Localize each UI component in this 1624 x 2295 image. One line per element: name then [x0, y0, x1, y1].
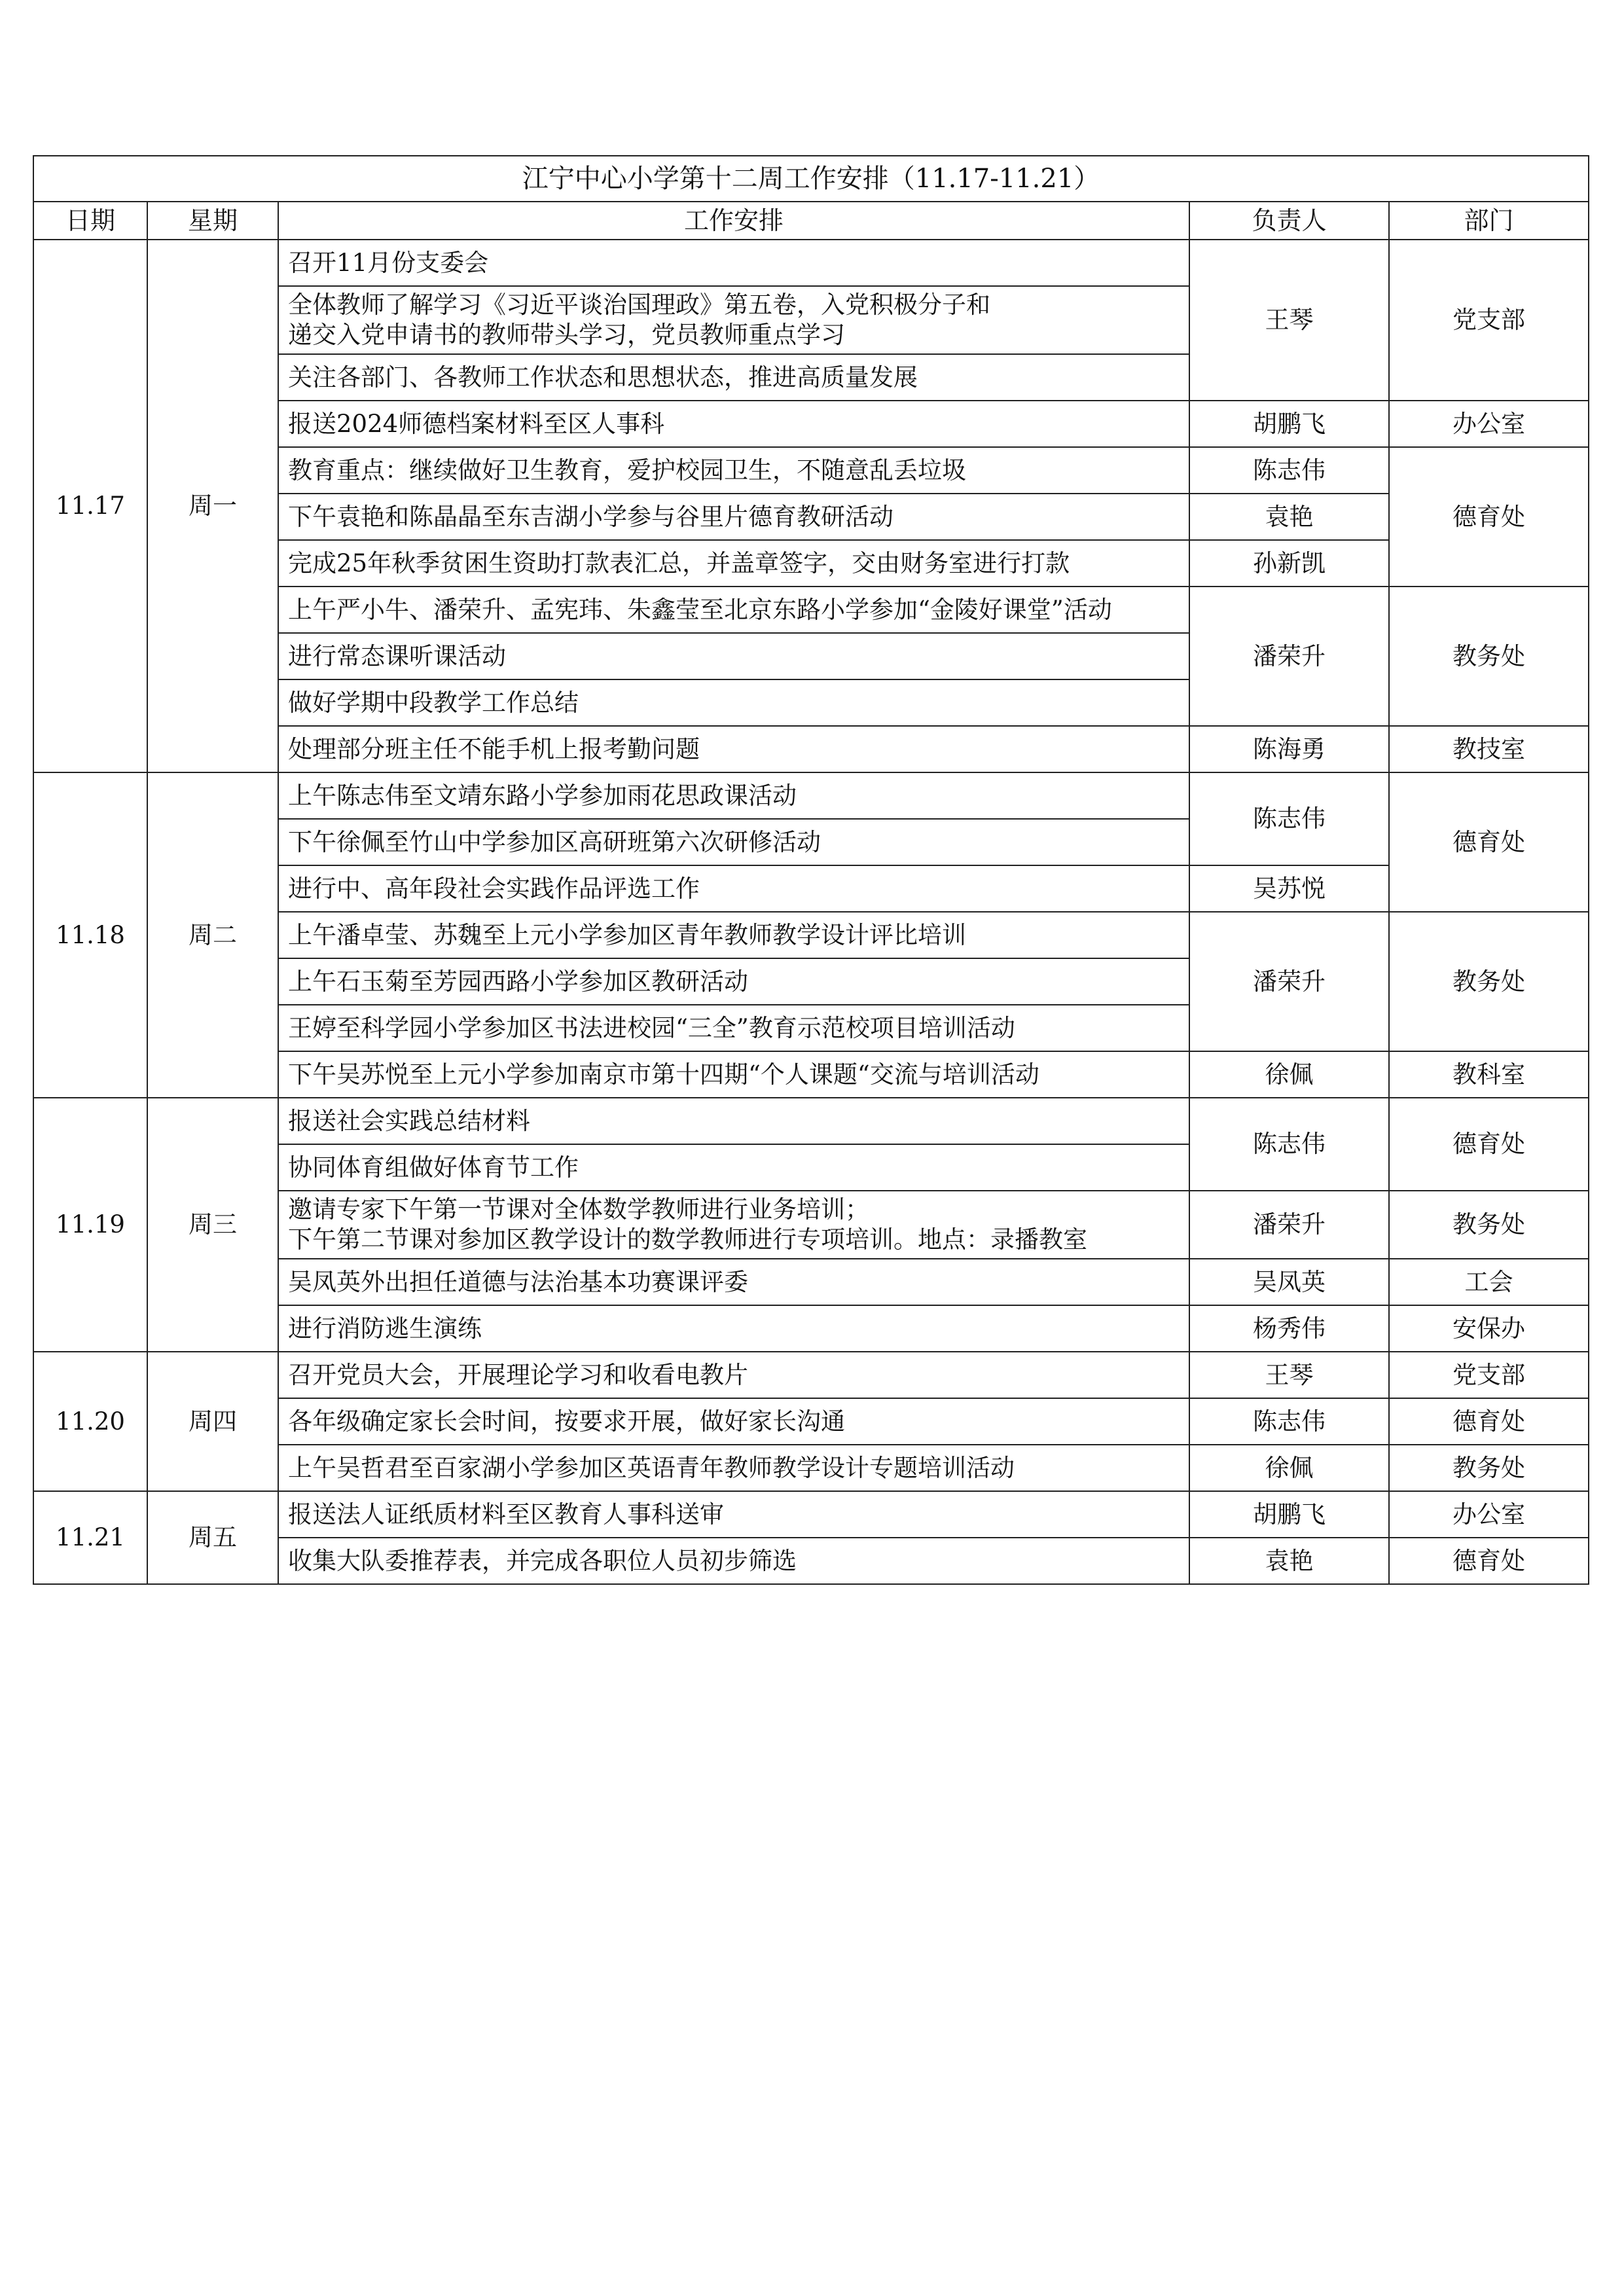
task-cell: 上午吴哲君至百家湖小学参加区英语青年教师教学设计专题培训活动: [278, 1445, 1189, 1491]
task-cell: 下午袁艳和陈晶晶至东吉湖小学参与谷里片德育教研活动: [278, 494, 1189, 540]
dept-cell: 安保办: [1389, 1305, 1589, 1352]
person-cell: 王琴: [1189, 240, 1389, 401]
task-cell: 报送社会实践总结材料: [278, 1098, 1189, 1144]
date-cell: 11.20: [33, 1352, 147, 1491]
header-dept: 部门: [1389, 202, 1589, 240]
task-cell-two-line: [278, 286, 1189, 354]
dept-cell: 教务处: [1389, 587, 1589, 726]
task-line: 下午第二节课对参加区教学设计的数学教师进行专项培训。地点：录播教室: [288, 1225, 1087, 1254]
person-cell: 陈海勇: [1189, 726, 1389, 772]
person-cell: 陈志伟: [1189, 1398, 1389, 1445]
dept-cell: 德育处: [1389, 1098, 1589, 1191]
task-cell: 王婷至科学园小学参加区书法进校园“三全”教育示范校项目培训活动: [278, 1005, 1189, 1051]
task-cell: 收集大队委推荐表，并完成各职位人员初步筛选: [278, 1538, 1189, 1584]
dept-cell: 德育处: [1389, 447, 1589, 587]
task-cell: 下午徐佩至竹山中学参加区高研班第六次研修活动: [278, 819, 1189, 865]
dept-cell: 办公室: [1389, 401, 1589, 447]
header-person: 负责人: [1189, 202, 1389, 240]
person-cell: 陈志伟: [1189, 772, 1389, 865]
person-cell: 孙新凯: [1189, 540, 1389, 587]
task-cell: 进行消防逃生演练: [278, 1305, 1189, 1352]
task-cell: 上午潘卓莹、苏魏至上元小学参加区青年教师教学设计评比培训: [278, 912, 1189, 958]
dept-cell: 德育处: [1389, 772, 1589, 912]
task-cell: 报送法人证纸质材料至区教育人事科送审: [278, 1491, 1189, 1538]
date-cell: 11.21: [33, 1491, 147, 1584]
person-cell: 陈志伟: [1189, 1098, 1389, 1191]
task-cell: 关注各部门、各教师工作状态和思想状态，推进高质量发展: [278, 354, 1189, 401]
task-cell: 完成25年秋季贫困生资助打款表汇总，并盖章签字，交由财务室进行打款: [278, 540, 1189, 587]
task-cell: 做好学期中段教学工作总结: [278, 679, 1189, 726]
weekday-cell: 周四: [147, 1352, 278, 1491]
task-cell: 吴凤英外出担任道德与法治基本功赛课评委: [278, 1259, 1189, 1305]
task-cell: 召开11月份支委会: [278, 240, 1189, 286]
weekday-cell: 周三: [147, 1098, 278, 1352]
dept-cell: 办公室: [1389, 1491, 1589, 1538]
dept-cell: 教务处: [1389, 1445, 1589, 1491]
person-cell: 胡鹏飞: [1189, 401, 1389, 447]
person-cell: 吴苏悦: [1189, 865, 1389, 912]
task-cell: 处理部分班主任不能手机上报考勤问题: [278, 726, 1189, 772]
schedule-title: 江宁中心小学第十二周工作安排（11.17-11.21）: [33, 156, 1589, 202]
person-cell: 胡鹏飞: [1189, 1491, 1389, 1538]
dept-cell: 党支部: [1389, 1352, 1589, 1398]
dept-cell: 教务处: [1389, 1191, 1589, 1259]
dept-cell: 教务处: [1389, 912, 1589, 1051]
task-line: 邀请专家下午第一节课对全体数学教师进行业务培训；: [288, 1195, 869, 1223]
task-line: 递交入党申请书的教师带头学习，党员教师重点学习: [288, 321, 845, 349]
task-cell: 上午严小牛、潘荣升、孟宪玮、朱鑫莹至北京东路小学参加“金陵好课堂”活动: [278, 587, 1189, 633]
header-task: 工作安排: [278, 202, 1189, 240]
date-cell: 11.18: [33, 772, 147, 1098]
person-cell: 王琴: [1189, 1352, 1389, 1398]
dept-cell: 德育处: [1389, 1398, 1589, 1445]
person-cell: 徐佩: [1189, 1051, 1389, 1098]
person-cell: 杨秀伟: [1189, 1305, 1389, 1352]
weekday-cell: 周五: [147, 1491, 278, 1584]
person-cell: 袁艳: [1189, 494, 1389, 540]
person-cell: 徐佩: [1189, 1445, 1389, 1491]
person-cell: 陈志伟: [1189, 447, 1389, 494]
task-cell: 下午吴苏悦至上元小学参加南京市第十四期“个人课题“交流与培训活动: [278, 1051, 1189, 1098]
task-cell: 召开党员大会，开展理论学习和收看电教片: [278, 1352, 1189, 1398]
task-cell: 教育重点：继续做好卫生教育，爱护校园卫生，不随意乱丢垃圾: [278, 447, 1189, 494]
task-cell-two-line: [278, 1191, 1189, 1259]
person-cell: 潘荣升: [1189, 912, 1389, 1051]
task-cell: 上午石玉菊至芳园西路小学参加区教研活动: [278, 958, 1189, 1005]
person-cell: 潘荣升: [1189, 1191, 1389, 1259]
dept-cell: 教技室: [1389, 726, 1589, 772]
person-cell: 袁艳: [1189, 1538, 1389, 1584]
task-cell: 进行常态课听课活动: [278, 633, 1189, 679]
dept-cell: 德育处: [1389, 1538, 1589, 1584]
header-weekday: 星期: [147, 202, 278, 240]
task-cell: 上午陈志伟至文靖东路小学参加雨花思政课活动: [278, 772, 1189, 819]
task-line: 全体教师了解学习《习近平谈治国理政》第五卷，入党积极分子和: [288, 291, 990, 319]
task-cell: 各年级确定家长会时间，按要求开展，做好家长沟通: [278, 1398, 1189, 1445]
dept-cell: 教科室: [1389, 1051, 1589, 1098]
person-cell: 潘荣升: [1189, 587, 1389, 726]
date-cell: 11.17: [33, 240, 147, 772]
person-cell: 吴凤英: [1189, 1259, 1389, 1305]
task-cell: 报送2024师德档案材料至区人事科: [278, 401, 1189, 447]
date-cell: 11.19: [33, 1098, 147, 1352]
weekly-schedule-table: [33, 155, 1589, 1585]
header-date: 日期: [33, 202, 147, 240]
task-cell: 进行中、高年段社会实践作品评选工作: [278, 865, 1189, 912]
task-cell: 协同体育组做好体育节工作: [278, 1144, 1189, 1191]
dept-cell: 工会: [1389, 1259, 1589, 1305]
dept-cell: 党支部: [1389, 240, 1589, 401]
weekday-cell: 周一: [147, 240, 278, 772]
weekday-cell: 周二: [147, 772, 278, 1098]
